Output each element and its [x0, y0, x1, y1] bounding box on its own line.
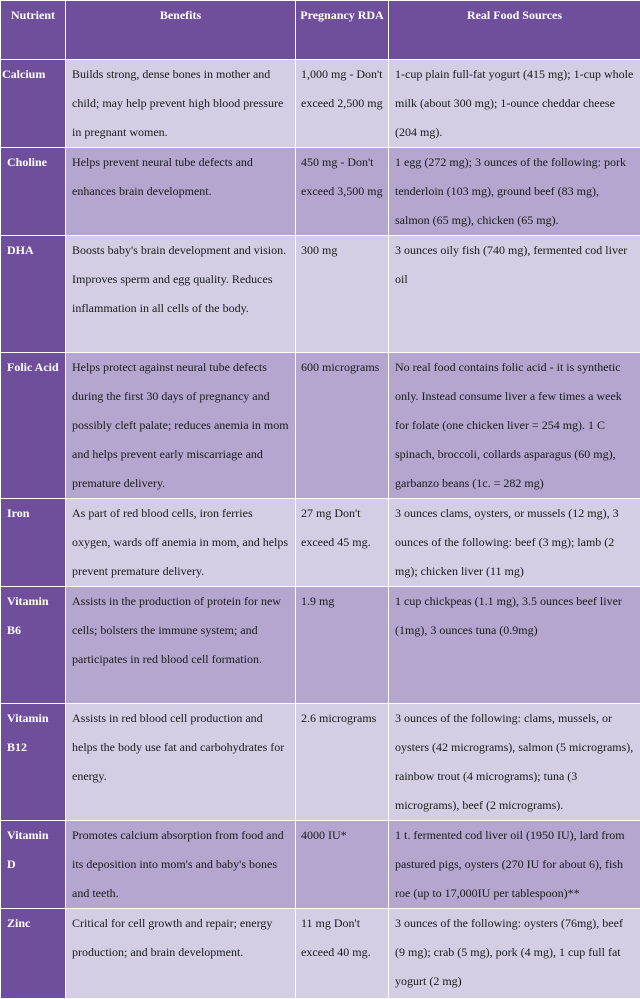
sources-cell: 1 egg (272 mg); 3 ounces of the following: pork tenderloin (103 mg), ground beef (83 mg), salmon (65 mg), chicken (65 mg).	[389, 148, 640, 236]
rda-cell: 2.6 micrograms	[296, 704, 389, 821]
header-rda: Pregnancy RDA	[296, 1, 389, 60]
nutrient-name: Zinc	[1, 909, 66, 999]
sources-cell: 3 ounces clams, oysters, or mussels (12 mg), 3 ounces of the following: beef (3 mg); lamb (2 mg); chicken liver (11 mg)	[389, 499, 640, 587]
nutrient-name: Vitamin B6	[1, 587, 66, 704]
sources-cell: No real food contains folic acid - it is synthetic only. Instead consume liver a few times a week for folate (one chicken liver = 254 mg). 1 C spinach, broccoli, collards asparagus (60 mg), garbanzo beans (1c. = 282 mg)	[389, 353, 640, 499]
benefits-cell: Critical for cell growth and repair; energy production; and brain development.	[66, 909, 296, 999]
sources-cell: 1 t. fermented cod liver oil (1950 IU), lard from pastured pigs, oysters (270 IU for about 6), fish roe (up to 17,000IU per tablespoon)**	[389, 821, 640, 909]
nutrient-name: Folic Acid	[1, 353, 66, 499]
table-row	[1, 587, 640, 704]
sources-cell: 1-cup plain full-fat yogurt (415 mg); 1-cup whole milk (about 300 mg); 1-ounce cheddar cheese (204 mg).	[389, 60, 640, 148]
table-row	[1, 236, 640, 353]
rda-cell: 27 mg Don't exceed 45 mg.	[296, 499, 389, 587]
rda-cell: 11 mg Don't exceed 40 mg.	[296, 909, 389, 999]
benefits-cell: Boosts baby's brain development and vision. Improves sperm and egg quality. Reduces inflammation in all cells of the body.	[66, 236, 296, 353]
nutrient-name: Calcium	[1, 60, 66, 148]
benefits-cell: Assists in red blood cell production and helps the body use fat and carbohydrates for energy.	[66, 704, 296, 821]
nutrient-name: Iron	[1, 499, 66, 587]
rda-cell: 600 micrograms	[296, 353, 389, 499]
nutrient-name: DHA	[1, 236, 66, 353]
benefits-cell: Helps protect against neural tube defects during the first 30 days of pregnancy and possibly cleft palate; reduces anemia in mom and helps prevent early miscarriage and premature delivery.	[66, 353, 296, 499]
rda-cell: 1,000 mg - Don't exceed 2,500 mg	[296, 60, 389, 148]
nutrient-name: Choline	[1, 148, 66, 236]
benefits-cell: Promotes calcium absorption from food and its deposition into mom's and baby's bones and teeth.	[66, 821, 296, 909]
rda-cell: 4000 IU*	[296, 821, 389, 909]
rda-cell: 1.9 mg	[296, 587, 389, 704]
table-row	[1, 704, 640, 821]
header-sources: Real Food Sources	[389, 1, 640, 60]
benefits-cell: Helps prevent neural tube defects and enhances brain development.	[66, 148, 296, 236]
benefits-cell: As part of red blood cells, iron ferries oxygen, wards off anemia in mom, and helps prevent premature delivery.	[66, 499, 296, 587]
table-row	[1, 909, 640, 999]
rda-cell: 450 mg - Don't exceed 3,500 mg	[296, 148, 389, 236]
benefits-cell: Assists in the production of protein for new cells; bolsters the immune system; and participates in red blood cell formation.	[66, 587, 296, 704]
header-row	[1, 1, 640, 60]
benefits-cell: Builds strong, dense bones in mother and child; may help prevent high blood pressure in pregnant women.	[66, 60, 296, 148]
sources-cell: 1 cup chickpeas (1.1 mg), 3.5 ounces beef liver (1mg), 3 ounces tuna (0.9mg)	[389, 587, 640, 704]
sources-cell: 3 ounces of the following: oysters (76mg), beef (9 mg); crab (5 mg), pork (4 mg), 1 cup full fat yogurt (2 mg)	[389, 909, 640, 999]
header-nutrient: Nutrient	[1, 1, 66, 60]
nutrient-name: Vitamin B12	[1, 704, 66, 821]
sources-cell: 3 ounces oily fish (740 mg), fermented cod liver oil	[389, 236, 640, 353]
table-row	[1, 353, 640, 499]
table-row	[1, 60, 640, 148]
sources-cell: 3 ounces of the following: clams, mussels, or oysters (42 micrograms), salmon (5 micrograms), rainbow trout (4 micrograms); tuna (3 micrograms), beef (2 micrograms).	[389, 704, 640, 821]
header-benefits: Benefits	[66, 1, 296, 60]
table-row	[1, 821, 640, 909]
table-row	[1, 499, 640, 587]
nutrient-name: Vitamin D	[1, 821, 66, 909]
table-row	[1, 148, 640, 236]
rda-cell: 300 mg	[296, 236, 389, 353]
